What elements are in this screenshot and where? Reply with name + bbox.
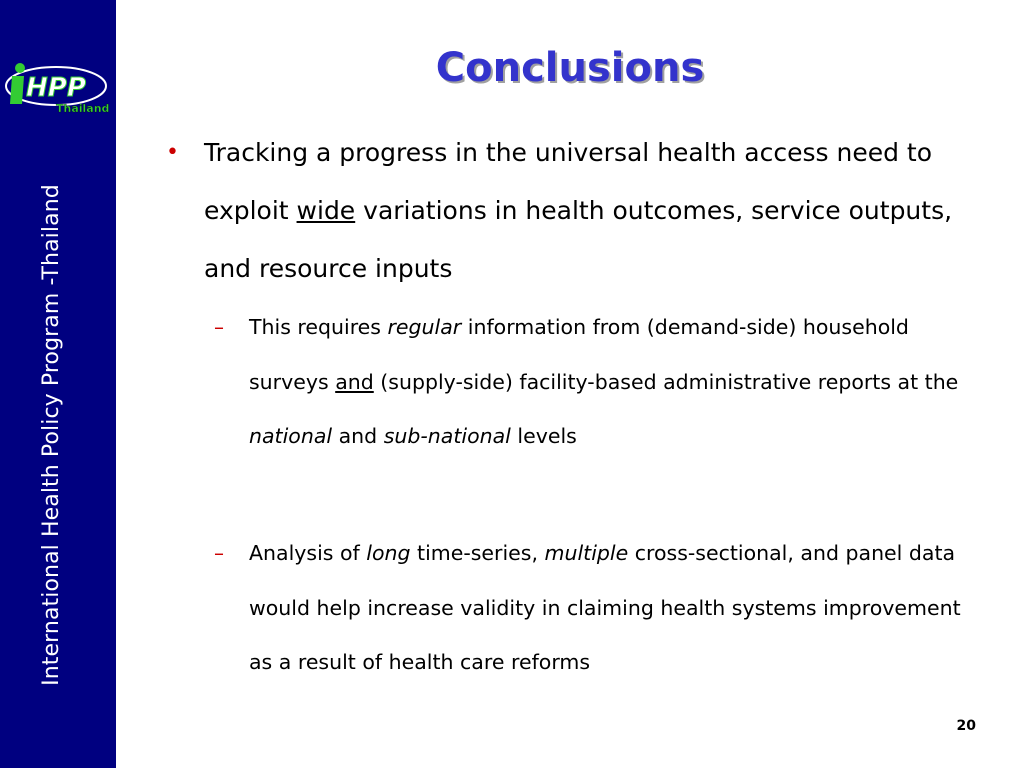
slide-title: Conclusions bbox=[435, 45, 705, 91]
page-number: 20 bbox=[956, 718, 976, 734]
bullet-emphasis-wide: wide bbox=[296, 196, 356, 225]
sub-bullet-marker: – bbox=[214, 315, 224, 339]
bullet-text-part: variations in health outcomes, service outputs, and resource inputs bbox=[204, 196, 953, 283]
bullet-text-part: Tracking a progress in the universal health access need to exploit bbox=[204, 138, 932, 225]
emphasis-multiple: multiple bbox=[544, 541, 629, 565]
sub-bullet-marker: – bbox=[214, 541, 224, 565]
sub-bullet-text bbox=[249, 300, 974, 464]
sub-bullet-text-part: levels bbox=[510, 424, 577, 448]
sub-bullet-item bbox=[214, 526, 974, 690]
emphasis-long: long bbox=[366, 541, 411, 565]
emphasis-regular: regular bbox=[387, 315, 462, 339]
logo-i-icon bbox=[10, 76, 24, 104]
sub-bullet-text-part: information from (demand-side) household surveys bbox=[249, 315, 909, 394]
emphasis-and: and bbox=[335, 369, 374, 394]
sidebar bbox=[0, 0, 116, 768]
sub-bullet-text-part: time-series, bbox=[410, 541, 545, 565]
logo-subtext: Thailand bbox=[56, 102, 110, 115]
sub-bullet-text bbox=[249, 526, 974, 690]
sub-bullet-text-part: cross-sectional, and panel data would help increase validity in claiming health systems improvement as a result of health care reforms bbox=[249, 541, 961, 674]
sub-bullet-text-part: Analysis of bbox=[249, 541, 367, 565]
ihpp-logo bbox=[4, 58, 114, 120]
bullet-marker: • bbox=[166, 140, 179, 165]
logo-text: HPP bbox=[26, 73, 86, 103]
bullet-text bbox=[204, 124, 986, 298]
ihpp-logo-icon bbox=[4, 58, 114, 120]
sub-bullet-text-part: and bbox=[332, 424, 384, 448]
sub-bullet-text-part: This requires bbox=[249, 315, 388, 339]
sidebar-vertical-text: International Health Policy Program -Thailand bbox=[39, 184, 64, 686]
emphasis-sub-national: sub-national bbox=[383, 424, 511, 448]
sub-bullet-text-part: (supply-side) facility-based administrative reports at the bbox=[373, 369, 959, 394]
emphasis-national: national bbox=[249, 424, 333, 448]
sub-bullet-item bbox=[214, 300, 974, 464]
logo-dot-icon bbox=[15, 63, 25, 73]
bullet-item bbox=[166, 124, 986, 298]
